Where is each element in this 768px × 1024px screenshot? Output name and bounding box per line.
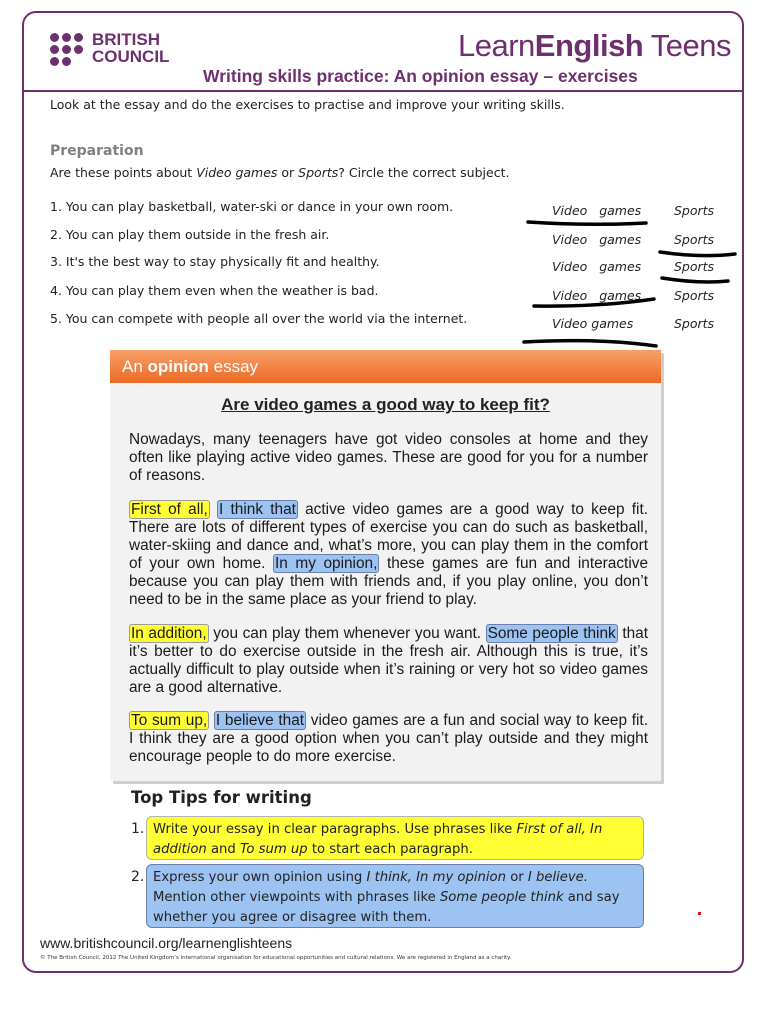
british-council-logo-icon: [50, 33, 84, 65]
opinion-highlight: In my opinion,: [275, 555, 378, 572]
tip-text: Mention other viewpoints with phrases like: [153, 890, 440, 905]
essay-text: video games are a fun and social way to keep fit. I think they are a good option when you can’t play outside and they might encourage people to do more exercise.: [129, 712, 648, 765]
question-text: Are these points about: [50, 165, 197, 180]
essay-text: that it’s better to do exercise outside in the fresh air. Although this is true, it’s actually difficult to play outside when it’s raining or very hot so video games are a good alternative.: [129, 625, 648, 696]
opinion-highlight: I think that: [219, 501, 296, 518]
tip-text: and say whether you agree or disagree with them.: [153, 890, 620, 925]
option-sports-1[interactable]: Sports: [674, 203, 715, 218]
tip-example: First of all, In addition: [153, 822, 603, 857]
brand-line-1: BRITISH: [92, 30, 160, 49]
essay-paragraph-4: [129, 712, 648, 766]
site-bold: English: [534, 28, 644, 63]
question-option-sports: Sports: [298, 165, 339, 180]
prep-item-2: 2. You can play them outside in the fresh air.: [50, 227, 330, 242]
linker-highlight: To sum up,: [131, 712, 208, 729]
opinion-highlight: I believe that: [215, 712, 305, 729]
essay-header-text: An: [122, 357, 148, 376]
essay-text: these games are fun and interactive because you can play them with friends and, if you play online, you don’t need to be in the same place as your friend to play.: [129, 555, 648, 608]
option-sports-5[interactable]: Sports: [674, 316, 715, 331]
essay-text: you can play them whenever you want.: [213, 625, 482, 642]
question-text: ? Circle the correct subject.: [338, 165, 510, 180]
essay-title: Are video games a good way to keep fit?: [221, 395, 550, 414]
tip-text: Write your essay in clear paragraphs. Use phrases like: [153, 822, 517, 837]
brand-line-2: COUNCIL: [92, 47, 170, 66]
option-sports-2[interactable]: Sports: [674, 232, 715, 247]
option-video-games-5[interactable]: Video games: [552, 316, 634, 331]
essay-text: active video games are a good way to keep fit. There are lots of different types of exercise you can do such as basketball, water-skiing and dance and, what’s more, you can play them in the comfort of your own home.: [129, 501, 649, 572]
prep-item-1: 1. You can play basketball, water-ski or dance in your own room.: [50, 199, 454, 214]
option-video-games-3[interactable]: Video games: [552, 259, 642, 274]
tip-2: [146, 864, 644, 928]
preparation-heading: Preparation: [50, 143, 144, 159]
tip-example: I think, In my opinion: [366, 870, 506, 885]
opinion-highlight: Some people think: [487, 625, 616, 642]
question-option-video: Video games: [196, 165, 278, 180]
linker-highlight: In addition,: [131, 625, 207, 642]
red-mark: [698, 912, 701, 915]
essay-header-bar: [110, 350, 661, 383]
option-sports-4[interactable]: Sports: [674, 288, 715, 303]
footer-copyright: © The British Council, 2012 The United Kingdom’s international organisation for educational opportunities and cultural relations. We are registered in England as a charity.: [40, 955, 512, 961]
tips-heading: Top Tips for writing: [131, 788, 312, 807]
option-sports-3[interactable]: Sports: [674, 259, 715, 274]
intro-text: Look at the essay and do the exercises to practise and improve your writing skills.: [50, 97, 565, 112]
option-video-games-2[interactable]: Video games: [552, 232, 642, 247]
footer-url[interactable]: www.britishcouncil.org/learnenglishteens: [40, 935, 293, 951]
essay-paragraph-2: [129, 501, 648, 609]
brand-name: [92, 31, 169, 65]
page-title: Writing skills practice: An opinion essay – exercises: [203, 66, 638, 86]
essay-header-text: essay: [208, 357, 259, 376]
essay-paragraph-1: Nowadays, many teenagers have got video consoles at home and they often like playing active video games. These are good for you for a number of reasons.: [129, 431, 648, 484]
essay-header-bold: opinion: [147, 357, 209, 376]
prep-item-4: 4. You can play them even when the weather is bad.: [50, 283, 379, 298]
site-prefix: Learn: [458, 28, 535, 63]
tip-text: to start each paragraph.: [307, 842, 473, 857]
linker-highlight: First of all,: [131, 501, 208, 518]
question-text: or: [277, 165, 299, 180]
tip-example: To sum up: [239, 842, 308, 857]
option-video-games-1[interactable]: Video games: [552, 203, 642, 218]
tip-1: [146, 816, 644, 860]
tip-text: or: [506, 870, 528, 885]
tip-text: and: [206, 842, 240, 857]
tip-example: Some people think: [439, 890, 564, 905]
option-video-games-4[interactable]: Video games: [552, 288, 642, 303]
tip-number-2: 2.: [131, 869, 145, 885]
prep-item-3: 3. It's the best way to stay physically fit and healthy.: [50, 254, 380, 269]
essay-paragraph-3: [129, 625, 648, 697]
tip-example: I believe.: [527, 870, 588, 885]
header-divider: [24, 90, 742, 92]
preparation-question: [50, 165, 509, 180]
site-logo: [458, 28, 731, 64]
opinion-essay-panel: [110, 350, 661, 781]
site-suffix: Teens: [643, 28, 732, 63]
prep-item-5: 5. You can compete with people all over the world via the internet.: [50, 311, 468, 326]
essay-header-label: [122, 357, 258, 377]
tip-number-1: 1.: [131, 821, 145, 837]
tip-text: Express your own opinion using: [153, 870, 367, 885]
